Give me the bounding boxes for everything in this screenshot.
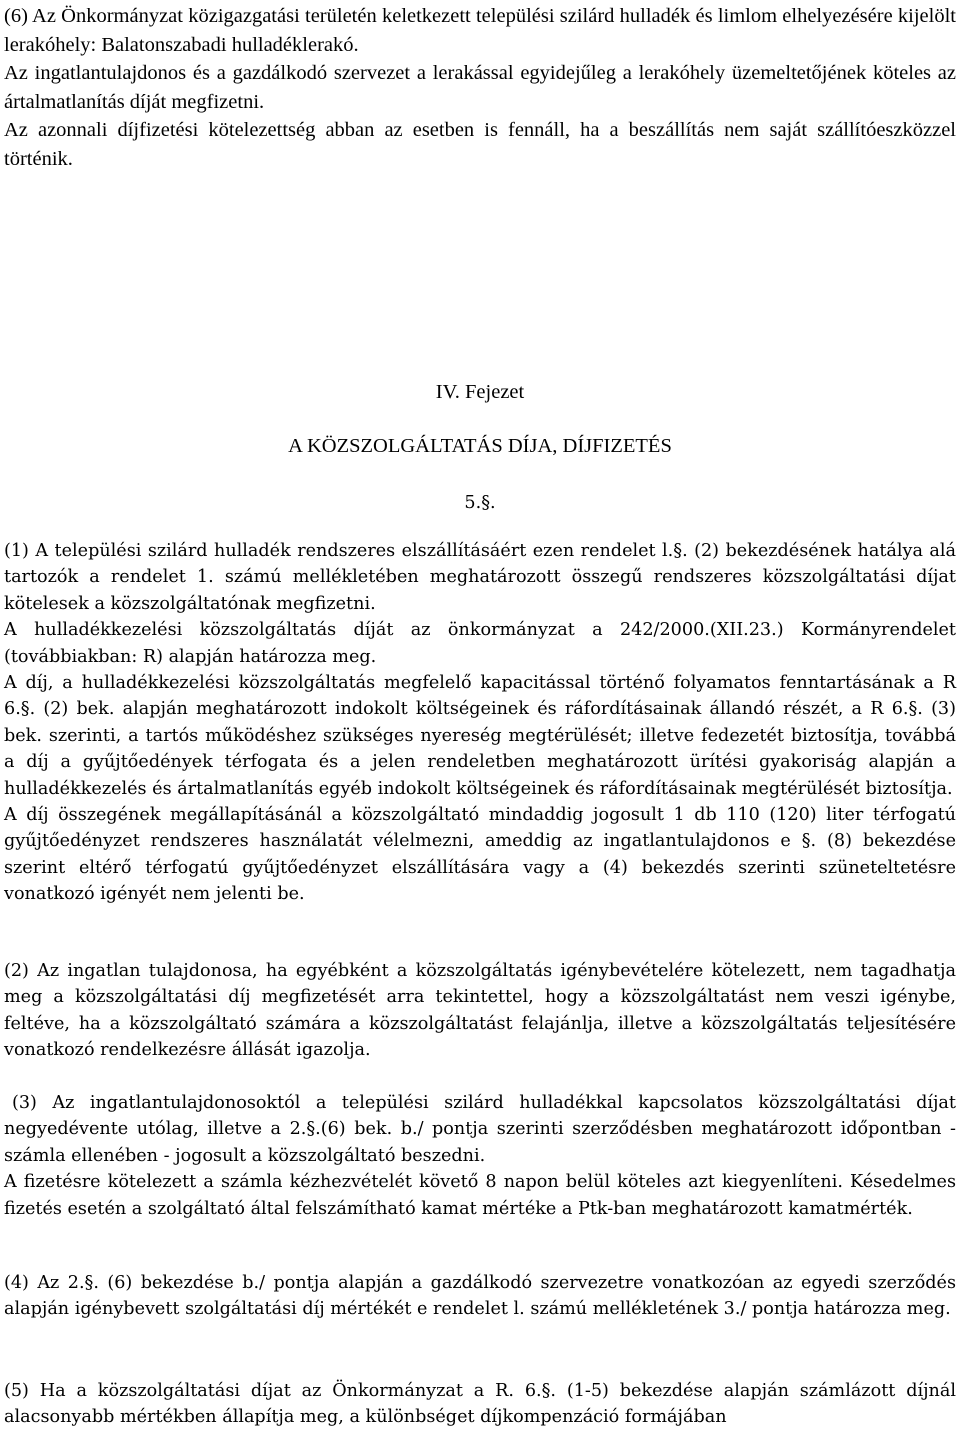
chapter-number: IV. Fejezet (435, 381, 525, 403)
section-3-block (4, 1090, 956, 1222)
paragraph-3-quarterly-billing: (3) Az ingatlantulajdonosoktól a települési szilárd hulladékkal kapcsolatos közszolgáltatási díjat negyedévente utólag, illetve a 2.§.(6) bek. b./ pontja szerinti szerződésben meghatározott időpontban - számla ellenében - jogosult a közszolgáltató beszedni. (4, 1093, 956, 1166)
paragraph-3-payment-deadline: A fizetésre kötelezett a számla kézhezvételét követő 8 napon belül köteles azt kiegyenlíteni. Késedelmes fizetés esetén a szolgáltató által felszámítható kamat mértéke a Ptk-ban meghatározott kamatmérték. (4, 1172, 956, 1219)
paragraph-2-owner-obligation: (2) Az ingatlan tulajdonosa, ha egyébként a közszolgáltatás igénybevételére kötelezett, nem tagadhatja meg a közszolgáltatási díj megfizetését arra tekintettel, hogy a közszolgáltatást nem veszi igénybe, feltéve, ha a közszolgáltató számára a közszolgáltatást felajánlja, illetve a közszolgáltatás teljesítésére vonatkozó rendelkezésre állását igazolja. (4, 961, 956, 1061)
section-1-block (4, 538, 956, 908)
top-text-block (4, 2, 956, 173)
section-number: 5.§. (464, 493, 496, 513)
paragraph-1-bin-presumption: A díj összegének megállapításánál a közszolgáltató mindaddig jogosult 1 db 110 (120) liter térfogatú gyűjtőedényzet rendszeres használatát vélelmezni, ameddig az ingatlantulajdonos e §. (8) bekezdése szerint eltérő térfogatú gyűjtőedényzet elszállítására vagy a (4) bekezdés szerinti szüneteltetésre vonatkozó igényét nem jelenti be. (4, 805, 956, 905)
paragraph-4-business-fee: (4) Az 2.§. (6) bekezdése b./ pontja alapján a gazdálkodó szervezetre vonatkozóan az egyedi szerződés alapján igénybevett szolgáltatási díj mértékét e rendelet l. számú mellékletének 3./ pontja határozza meg. (4, 1273, 956, 1320)
section-2-block (4, 958, 956, 1064)
paragraph-landfill-site: (6) Az Önkormányzat közigazgatási területén keletkezett települési szilárd hulladék és limlom elhelyezésére kijelölt lerakóhely: Balatonszabadi hulladéklerakó. (4, 5, 956, 56)
paragraph-disposal-fee: Az ingatlantulajdonos és a gazdálkodó szervezet a lerakással egyidejűleg a lerakóhely üzemeltetőjének köteles az ártalmatlanítás díját megfizetni. (4, 62, 956, 113)
paragraph-1-fee-obligation: (1) A települési szilárd hulladék rendszeres elszállításáért ezen rendelet l.§. (2) bekezdésének hatálya alá tartozók a rendelet 1. számú mellékletében meghatározott összegű rendszeres közszolgáltatási díjat kötelesek a közszolgáltatónak megfizetni. (4, 541, 956, 614)
paragraph-1-fee-coverage: A díj, a hulladékkezelési közszolgáltatás megfelelő kapacitással történő folyamatos fenntartásának a R 6.§. (2) bek. alapján meghatározott indokolt költségeinek és ráfordításainak állandó részét, a R 6.§. (3) bek. szerinti, a tartós működéshez szükséges nyereség megtérülését; illetve fedezetét biztosítja, továbbá a díj a gyűjtőedények térfogata és a jelen rendeletben meghatározott ürítési gyakoriság alapján a hulladékkezelés és ártalmatlanítás egyéb indokolt költségeinek és ráfordításainak megtérülését biztosítja. (4, 673, 956, 799)
paragraph-immediate-payment: Az azonnali díjfizetési kötelezettség abban az esetben is fennáll, ha a beszállítás nem saját szállítóeszközzel történik. (4, 119, 956, 170)
paragraph-5-compensation: (5) Ha a közszolgáltatási díjat az Önkormányzat a R. 6.§. (1-5) bekezdése alapján számlázott díjnál alacsonyabb mértékben állapítja meg, a különbséget díjkompenzáció formájában (4, 1381, 956, 1428)
section-4-block (4, 1270, 956, 1323)
paragraph-1-fee-basis: A hulladékkezelési közszolgáltatás díját az önkormányzat a 242/2000.(XII.23.) Kormányrendelet (továbbiakban: R) alapján határozza meg. (4, 620, 956, 667)
section-5-block (4, 1378, 956, 1431)
chapter-title: A KÖZSZOLGÁLTATÁS DÍJA, DÍJFIZETÉS (288, 435, 672, 457)
